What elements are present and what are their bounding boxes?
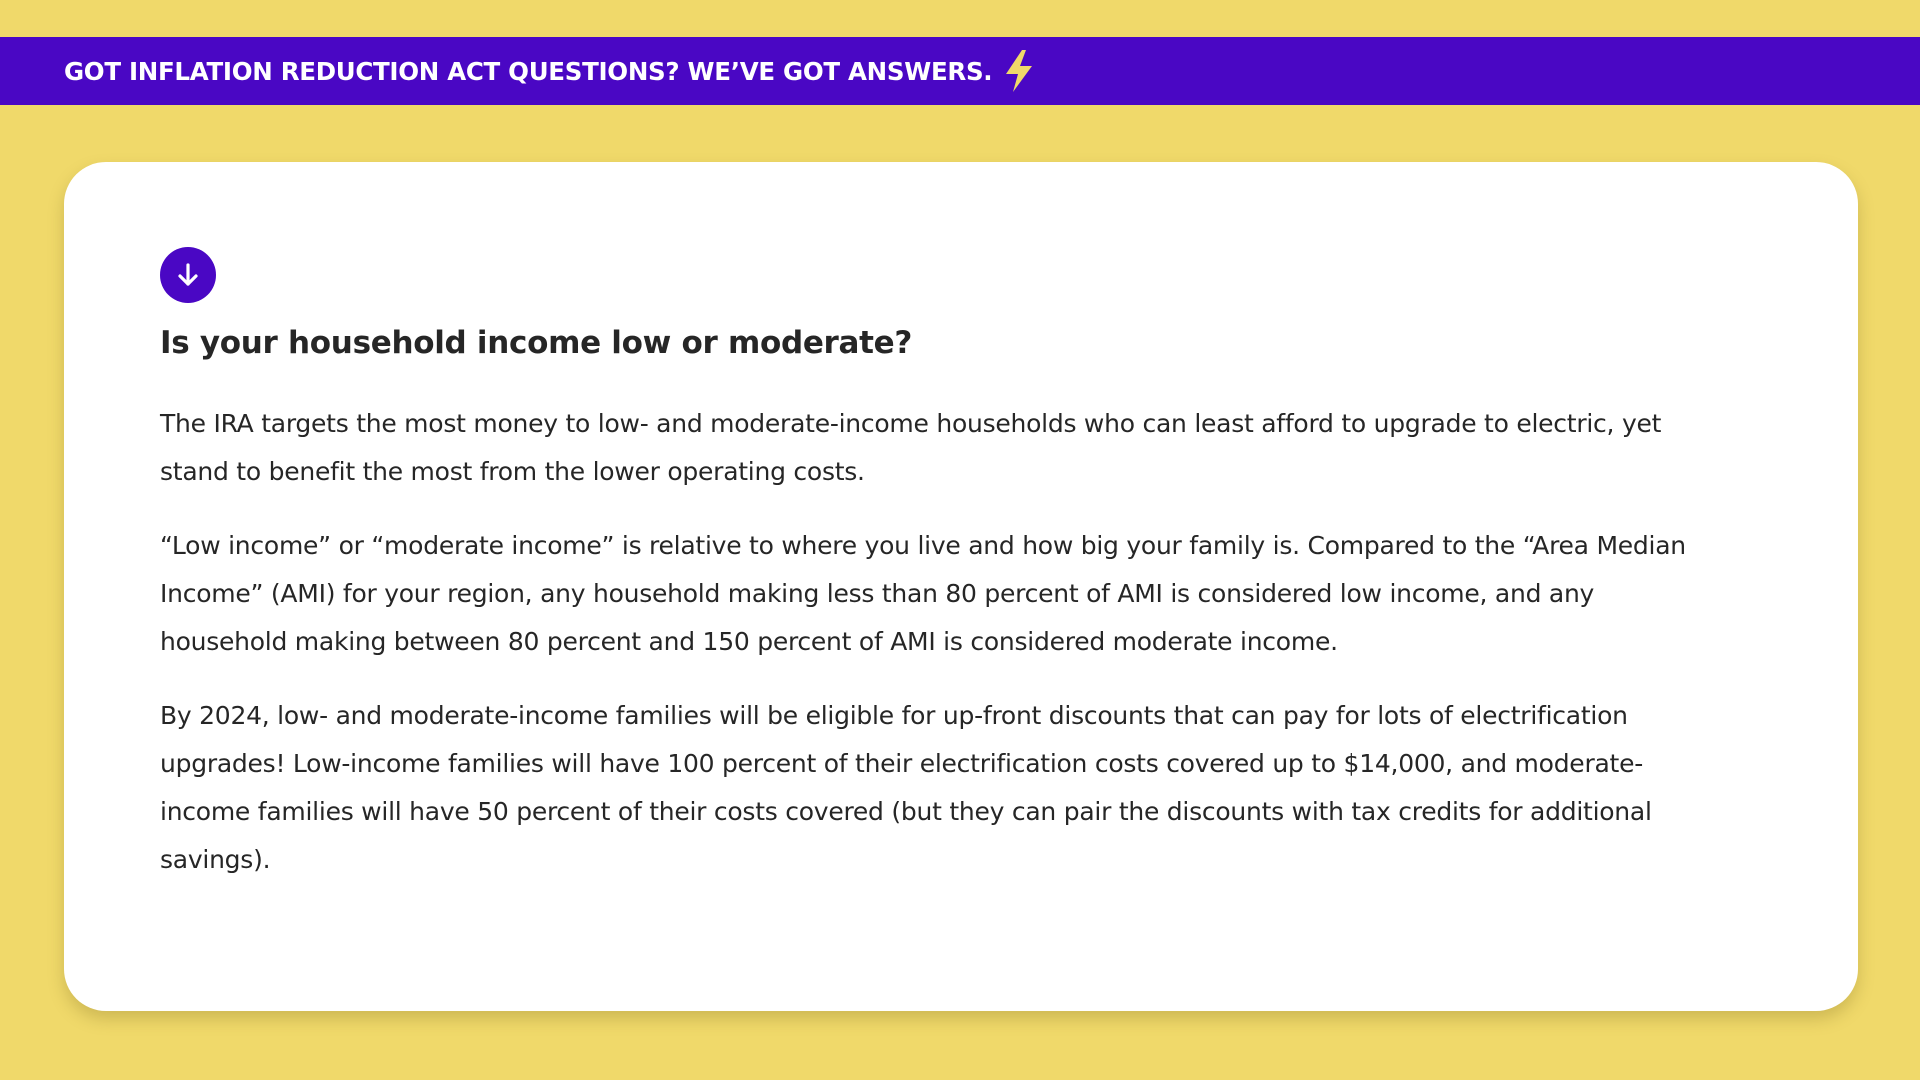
arrow-down-circle-icon[interactable] [160, 247, 216, 303]
lightning-bolt-icon [1002, 48, 1036, 94]
banner-text: GOT INFLATION REDUCTION ACT QUESTIONS? WE’VE GOT ANSWERS. [64, 56, 993, 86]
paragraph-income-definition: “Low income” or “moderate income” is relative to where you live and how big your family is. Compared to the “Area Median Income” (AMI) for your region, any household making less than 80 percent of AMI is considered low income, and any household making between 80 percent and 150 percent of AMI is considered moderate income. [160, 531, 1686, 656]
paragraph-ira-targets: The IRA targets the most money to low- and moderate-income households who can least afford to upgrade to electric, yet stand to benefit the most from the lower operating costs. [160, 409, 1662, 486]
paragraph-discounts: By 2024, low- and moderate-income families will be eligible for up-front discounts that can pay for lots of electrification upgrades! Low-income families will have 100 percent of their electrification costs covered up to $14,000, and moderate-income families will have 50 percent of their costs covered (but they can pair the discounts with tax credits for additional savings). [160, 701, 1652, 874]
content-card [64, 162, 1858, 1011]
section-heading: Is your household income low or moderate? [160, 325, 913, 361]
section-body [160, 400, 1695, 910]
top-banner [0, 37, 1920, 105]
